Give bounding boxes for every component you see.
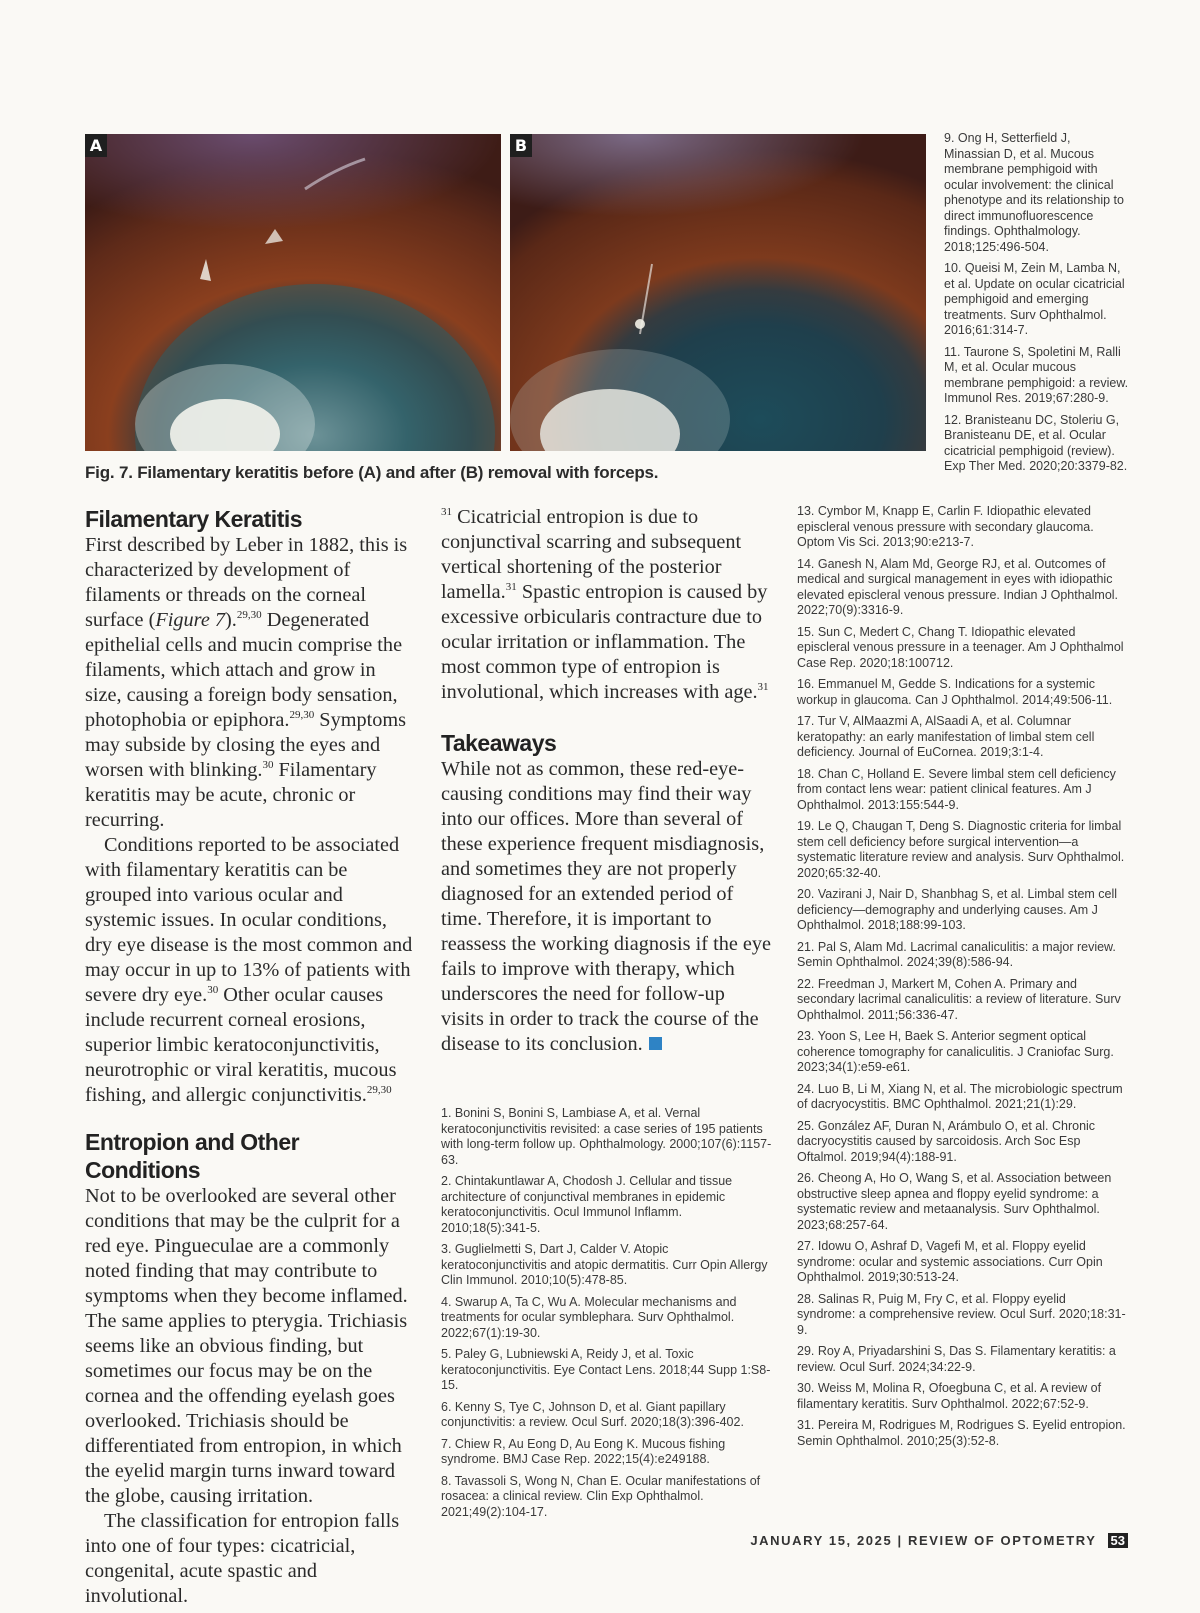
reference-item: 31. Pereira M, Rodrigues M, Rodrigues S. Eyelid entropion. Semin Ophthalmol. 2010;25(3):52-8.	[797, 1418, 1126, 1448]
figure-label-a: A	[85, 134, 107, 157]
reference-item: 30. Weiss M, Molina R, Ofoegbuna C, et al. A review of filamentary keratitis. Surv Ophthalmol. 2022;67:52-9.	[797, 1381, 1102, 1411]
reference-item: 24. Luo B, Li M, Xiang N, et al. The microbiologic spectrum of dacryocystitis. BMC Ophthalmol. 2021;21(1):29.	[797, 1081, 1123, 1111]
column-2	[441, 505, 772, 1057]
reference-item: 4. Swarup A, Ta C, Wu A. Molecular mechanisms and treatments for ocular symblephara. Surv Ophthalmol. 2022;67(1):19-30.	[441, 1294, 737, 1340]
column-1	[85, 505, 416, 1609]
paragraph-filamentary-1: First described by Leber in 1882, this is characterized by development of filaments or threads on the corneal surface (Figure 7).$^{29,30}$ Degenerated epithelial cells and mucin comprise the filaments, which attach and grow in size, causing a foreign body sensation, photophobia or epiphora.$^{29,30}$ Symptoms may subside by closing the eyes and worsen with blinking.$^{30}$ Filamentary keratitis may be acute, chronic or recurring.	[85, 534, 408, 831]
reference-item: 5. Paley G, Lubniewski A, Reidy J, et al. Toxic keratoconjunctivitis. Eye Contact Lens. 2018;44 Supp 1:S8-15.	[441, 1347, 771, 1392]
reference-item: 15. Sun C, Medert C, Chang T. Idiopathic elevated episcleral venous pressure in a teenager. Am J Ophthalmol Case Rep. 2020;18:100712.	[797, 624, 1124, 670]
reference-item: 22. Freedman J, Markert M, Cohen A. Primary and secondary lacrimal canaliculitis: a review of literature. Surv Ophthalmol. 2011;56:336-47.	[797, 976, 1121, 1022]
reference-item: 13. Cymbor M, Knapp E, Carlin F. Idiopathic elevated episcleral venous pressure with secondary glaucoma. Optom Vis Sci. 2013;90:e213-7.	[797, 504, 1094, 549]
reference-item: 8. Tavassoli S, Wong N, Chan E. Ocular manifestations of rosacea: a clinical review. Clin Exp Ophthalmol. 2021;49(2):104-17.	[441, 1473, 761, 1519]
heading-entropion: Entropion and Other Conditions	[85, 1129, 300, 1183]
end-mark-icon	[649, 1037, 662, 1050]
reference-item: 9. Ong H, Setterfield J, Minassian D, et al. Mucous membrane pemphigoid with ocular involvement: the clinical phenotype and its relationship to direct immunofluorescence findings. Ophthalmology. 2018;125:496-504.	[944, 131, 1124, 254]
issue-date: JANUARY 15, 2025	[750, 1533, 893, 1548]
reference-item: 25. González AF, Duran N, Arámbulo O, et al. Chronic dacryocystitis caused by sarcoidosis. Arch Soc Esp Oftalmol. 2019;94(4):188-91.	[797, 1118, 1096, 1164]
reference-item: 27. Idowu O, Ashraf D, Vagefi M, et al. Floppy eyelid syndrome: ocular and systemic associations. Curr Opin Ophthalmol. 2019;30:513-24.	[797, 1239, 1103, 1284]
reference-item: 29. Roy A, Priyadarshini S, Das S. Filamentary keratitis: a review. Ocul Surf. 2024;34:22-9.	[797, 1344, 1116, 1374]
reference-item: 12. Branisteanu DC, Stoleriu G, Branisteanu DE, et al. Ocular cicatricial pemphigoid (review). Exp Ther Med. 2020;20:3379-82.	[944, 412, 1128, 473]
references-list-13-31	[797, 504, 1127, 1455]
reference-item: 2. Chintakuntlawar A, Chodosh J. Cellular and tissue architecture of conjunctival membranes in epidemic keratoconjunctivitis. Ocul Immunol Inflamm. 2010;18(5):341-5.	[441, 1174, 733, 1235]
figure-photo-b	[510, 134, 926, 451]
reference-item: 7. Chiew R, Au Eong D, Au Eong K. Mucous fishing syndrome. BMJ Case Rep. 2022;15(4):e249188.	[441, 1436, 726, 1466]
figure-photo-a	[85, 134, 501, 451]
references-list-1-8	[441, 1106, 772, 1526]
figure-reference: Figure 7	[155, 609, 226, 631]
paragraph-entropion-2: The classification for entropion falls into one of four types: cicatricial, congenital, acute spastic and involutional.	[85, 1510, 400, 1607]
reference-item: 3. Guglielmetti S, Dart J, Calder V. Atopic keratoconjunctivitis and atopic dermatitis. Curr Opin Allergy Clin Immunol. 2010;10(5):478-85.	[441, 1242, 768, 1287]
paragraph-takeaways: While not as common, these red-eye-causing conditions may find their way into our offices. More than several of these experience frequent misdiagnosis, and sometimes they are not properly diagnosed for an extended period of time. Therefore, it is important to reassess the working diagnosis if the eye fails to improve with therapy, which underscores the need for follow-up visits in order to track the course of the disease to its conclusion.	[441, 758, 772, 1055]
reference-item: 6. Kenny S, Tye C, Johnson D, et al. Giant papillary conjunctivitis: a review. Ocul Surf. 2020;18(3):396-402.	[441, 1399, 744, 1429]
figure-label-b: B	[510, 134, 532, 157]
paragraph-filamentary-2: Conditions reported to be associated with filamentary keratitis can be grouped into various ocular and systemic issues. In ocular conditions, dry eye disease is the most common and may occur in up to 13% of patients with severe dry eye.$^{30}$ Other ocular causes include recurrent corneal erosions, superior limbic keratoconjunctivitis, neurotrophic or viral keratitis, mucous fishing, and allergic conjunctivitis.$^{29,30}$	[85, 834, 413, 1106]
reference-item: 20. Vazirani J, Nair D, Shanbhag S, et al. Limbal stem cell deficiency—demography and underlying causes. Am J Ophthalmol. 2018;188:99-103.	[797, 887, 1118, 932]
reference-item: 19. Le Q, Chaugan T, Deng S. Diagnostic criteria for limbal stem cell deficiency before surgical intervention—a systematic literature review and analysis. Surv Ophthalmol. 2020;65:32-40.	[797, 819, 1125, 880]
reference-item: 21. Pal S, Alam Md. Lacrimal canaliculitis: a major review. Semin Ophthalmol. 2024;39(8):586-94.	[797, 939, 1116, 969]
eye-photo-b-image	[510, 134, 926, 451]
publication-name: REVIEW OF OPTOMETRY	[907, 1533, 1097, 1548]
reference-item: 28. Salinas R, Puig M, Fry C, et al. Floppy eyelid syndrome: a comprehensive review. Ocul Surf. 2020;18:31-9.	[797, 1291, 1126, 1337]
page-number: 53	[1108, 1533, 1128, 1548]
heading-takeaways: Takeaways	[441, 730, 557, 756]
footer-separator: |	[897, 1533, 903, 1548]
references-list-9-12	[944, 131, 1129, 481]
reference-item: 14. Ganesh N, Alam Md, George RJ, et al. Outcomes of medical and surgical management in eyes with idiopathic elevated episcleral venous pressure. Indian J Ophthalmol. 2022;70(9):3316-9.	[797, 556, 1119, 617]
reference-item: 18. Chan C, Holland E. Severe limbal stem cell deficiency from contact lens wear: patient clinical features. Am J Ophthalmol. 2013:155:544-9.	[797, 766, 1116, 812]
reference-item: 10. Queisi M, Zein M, Lamba N, et al. Update on ocular cicatricial pemphigoid and emerging treatments. Surv Ophthalmol. 2016;61:314-7.	[944, 261, 1125, 337]
reference-item: 17. Tur V, AlMaazmi A, AlSaadi A, et al. Columnar keratopathy: an early manifestation of limbal stem cell deficiency. Journal of EuCornea. 2019;3:1-4.	[797, 714, 1095, 759]
reference-item: 26. Cheong A, Ho O, Wang S, et al. Association between obstructive sleep apnea and floppy eyelid syndrome: a systematic review and metaanalysis. Surv Ophthalmol. 2023;68:257-64.	[797, 1171, 1112, 1232]
heading-filamentary-keratitis: Filamentary Keratitis	[85, 506, 303, 532]
paragraph-entropion-2-continued: $^{31}$ Cicatricial entropion is due to conjunctival scarring and subsequent vertical shortening of the posterior lamella.$^{31}$ Spastic entropion is caused by excessive orbicularis contracture due to ocular irritation or inflammation. The most common type of entropion is involutional, which increases with age.$^{31}$	[441, 506, 769, 703]
reference-item: 16. Emmanuel M, Gedde S. Indications for a systemic workup in glaucoma. Can J Ophthalmol. 2014;49:506-11.	[797, 677, 1113, 707]
paragraph-entropion-1: Not to be overlooked are several other conditions that may be the culprit for a red eye. Pingueculae are a commonly noted finding that may contribute to symptoms when they become inflamed. The same applies to pterygia. Trichiasis seems like an obvious finding, but sometimes our focus may be on the cornea and the offending eyelash goes overlooked. Trichiasis should be differentiated from entropion, in which the eyelid margin turns inward toward the globe, causing irritation.	[85, 1185, 408, 1507]
reference-item: 1. Bonini S, Bonini S, Lambiase A, et al. Vernal keratoconjunctivitis revisited: a case series of 195 patients with long-term follow up. Ophthalmology. 2000;107(6):1157-63.	[441, 1106, 772, 1167]
figure-caption: Fig. 7. Filamentary keratitis before (A) and after (B) removal with forceps.	[85, 463, 659, 482]
reference-item: 11. Taurone S, Spoletini M, Ralli M, et al. Ocular mucous membrane pemphigoid: a review. Immunol Res. 2019;67:280-9.	[944, 344, 1129, 405]
page-footer	[750, 1533, 1128, 1548]
eye-photo-a-image	[85, 134, 501, 451]
reference-item: 23. Yoon S, Lee H, Baek S. Anterior segment optical coherence tomography for canaliculitis. J Craniofac Surg. 2023;34(1):e59-e61.	[797, 1029, 1114, 1074]
